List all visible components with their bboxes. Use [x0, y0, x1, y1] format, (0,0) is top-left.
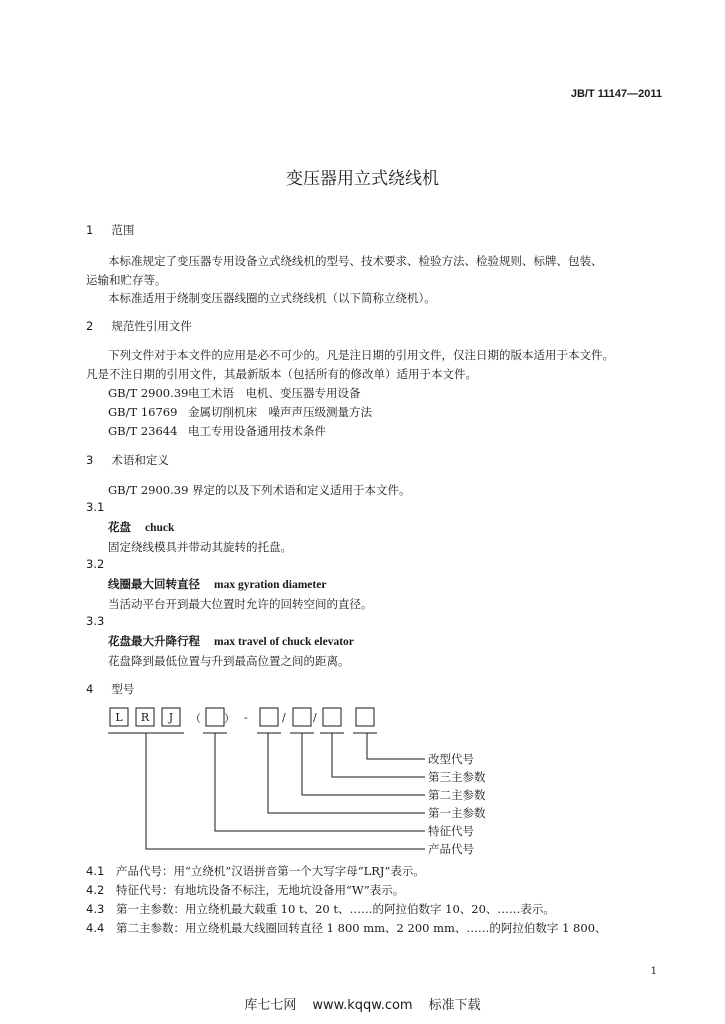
- item-text: 产品代号：用“立绕机”汉语拼音第一个大写字母“LRJ”表示。: [116, 864, 425, 878]
- section-4-title: 型号: [111, 682, 135, 696]
- list-item: [86, 919, 607, 937]
- reference-title: 电工专用设备通用技术条件: [188, 424, 326, 438]
- reference-title: 电工术语 电机、变压器专用设备: [188, 386, 361, 400]
- footer-url[interactable]: www.kqqw.com: [312, 998, 413, 1013]
- footer-site-name: 库七七网: [244, 998, 297, 1013]
- reference-code: GB/T 2900.39: [108, 386, 189, 400]
- item-text: 第二主参数：用立绕机最大线圈回转直径 1 800 mm、2 200 mm、……的阿拉伯数字 1 800、: [116, 921, 607, 935]
- item-number: 4.1: [86, 864, 105, 878]
- param-3b-box: [356, 708, 374, 726]
- section-3-title: 术语和定义: [111, 453, 169, 467]
- footer-slogan: 标准下载: [428, 998, 481, 1013]
- reference-title: 金属切削机床 噪声声压级测量方法: [188, 405, 372, 419]
- letter-j: J: [168, 711, 174, 724]
- param-3a-box: [323, 708, 341, 726]
- label-first-param: 第一主参数: [428, 806, 486, 820]
- item-text: 特征代号：有地坑设备不标注，无地坑设备用“W”表示。: [116, 883, 405, 897]
- label-third-param: 第三主参数: [428, 770, 486, 784]
- term-cn: 花盘: [108, 520, 131, 534]
- s2-paragraph-1a: 下列文件对于本文件的应用是必不可少的。凡是注日期的引用文件，仅注日期的版本适用于本文件。: [108, 348, 614, 362]
- section-2-title: 规范性引用文件: [111, 319, 192, 333]
- list-item: [86, 900, 555, 918]
- item-number: 4.3: [86, 902, 105, 916]
- leader-line: [302, 733, 425, 795]
- leader-line: [146, 733, 425, 849]
- label-second-param: 第二主参数: [428, 788, 486, 802]
- s1-paragraph-1b: 运输和贮存等。: [86, 273, 167, 287]
- term-definition: 花盘降到最低位置与升到最高位置之间的距离。: [108, 654, 350, 668]
- feature-code-box: [206, 708, 224, 726]
- section-2-number: 2: [86, 319, 94, 333]
- term-en: max gyration diameter: [214, 579, 327, 591]
- close-paren: ）: [224, 712, 235, 725]
- list-item: [86, 881, 404, 899]
- leader-line: [215, 733, 425, 831]
- s1-paragraph-2: 本标准适用于绕制变压器线圈的立式绕线机（以下简称立绕机）。: [108, 291, 436, 305]
- param-2-box: [293, 708, 311, 726]
- letter-r: R: [140, 711, 150, 724]
- item-text: 第一主参数：用立绕机最大载重 10 t、20 t、……的阿拉伯数字 10、20、……表示。: [116, 902, 555, 916]
- item-number: 4.2: [86, 883, 105, 897]
- item-number: 4.4: [86, 921, 105, 935]
- dash: -: [244, 711, 248, 724]
- page-number: 1: [650, 966, 657, 977]
- s3-intro: GB/T 2900.39 界定的以及下列术语和定义适用于本文件。: [108, 483, 411, 497]
- footer: [0, 994, 725, 1013]
- letter-l: L: [115, 711, 123, 724]
- reference-code: GB/T 16769: [108, 405, 178, 419]
- leader-line: [332, 733, 425, 777]
- section-1-title: 范围: [111, 223, 135, 237]
- term-cn: 花盘最大升降行程: [108, 634, 200, 648]
- term-en: chuck: [145, 522, 175, 534]
- label-modification-code: 改型代号: [428, 752, 474, 766]
- slash-1: /: [282, 711, 286, 724]
- term-definition: 当活动平台开到最大位置时允许的回转空间的直径。: [108, 597, 373, 611]
- section-1-number: 1: [86, 223, 94, 237]
- term-cn: 线圈最大回转直径: [108, 577, 200, 591]
- s2-paragraph-1b: 凡是不注日期的引用文件，其最新版本（包括所有的修改单）适用于本文件。: [86, 367, 477, 381]
- page-title: 变压器用立式绕线机: [286, 169, 439, 189]
- list-item: [86, 862, 425, 880]
- reference-code: GB/T 23644: [108, 424, 178, 438]
- standard-code: JB/T 11147—2011: [570, 88, 662, 100]
- param-1-box: [260, 708, 278, 726]
- term-number: 3.3: [86, 614, 105, 628]
- term-en: max travel of chuck elevator: [214, 636, 354, 648]
- term-number: 3.1: [86, 500, 105, 514]
- label-product-code: 产品代号: [428, 842, 474, 856]
- leader-line: [367, 733, 425, 759]
- s1-paragraph-1a: 本标准规定了变压器专用设备立式绕线机的型号、技术要求、检验方法、检验规则、标牌、包装、: [108, 254, 603, 268]
- term-definition: 固定绕线模具并带动其旋转的托盘。: [108, 540, 292, 554]
- section-4-number: 4: [86, 682, 94, 696]
- leader-line: [268, 733, 425, 813]
- label-feature-code: 特征代号: [428, 824, 474, 838]
- section-3-number: 3: [86, 453, 94, 467]
- term-number: 3.2: [86, 557, 105, 571]
- slash-2: /: [313, 711, 317, 724]
- open-paren: （: [190, 712, 201, 725]
